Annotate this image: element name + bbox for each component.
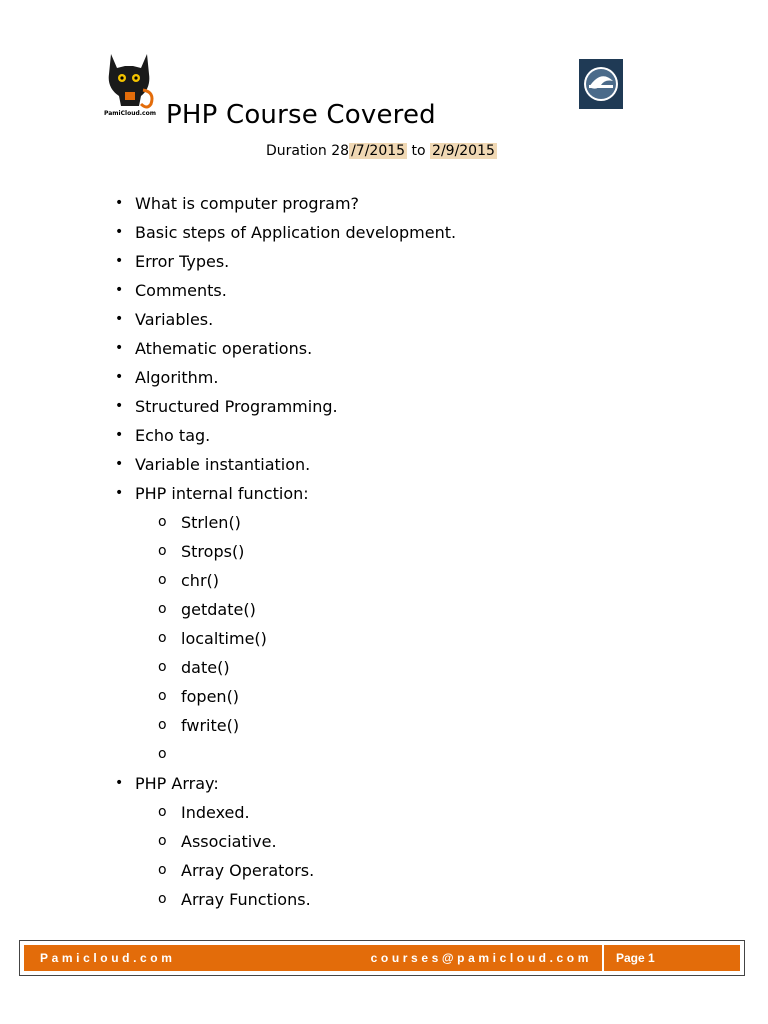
circle-bullet-icon: o	[158, 659, 167, 675]
circle-bullet-icon: o	[158, 543, 167, 559]
sub-list-item: o Array Operators.	[135, 856, 456, 885]
list-item: • Variables.	[113, 305, 456, 334]
footer-site-link[interactable]: Pamicloud.com	[40, 951, 176, 965]
duration-to: to	[407, 143, 431, 159]
circle-bullet-icon: o	[158, 804, 167, 820]
sub-list-item: o Associative.	[135, 827, 456, 856]
list-item: • Algorithm.	[113, 363, 456, 392]
bullet-icon: •	[115, 253, 124, 269]
page-title: PHP Course Covered	[166, 100, 436, 130]
footer-email-link[interactable]: courses@pamicloud.com	[352, 945, 604, 971]
sub-list-item: o Strlen()	[135, 508, 456, 537]
duration-label: Duration 28	[266, 143, 350, 159]
page-footer	[19, 940, 745, 976]
list-item: • Basic steps of Application development.	[113, 218, 456, 247]
bullet-icon: •	[115, 282, 124, 298]
circle-bullet-icon: o	[158, 891, 167, 907]
sub-list-item: o fwrite()	[135, 711, 456, 740]
list-item: • Structured Programming.	[113, 392, 456, 421]
internal-functions-list	[135, 508, 456, 769]
php-array-label: PHP Array:	[135, 774, 219, 793]
bullet-icon: •	[115, 369, 124, 385]
list-item	[113, 769, 456, 914]
circle-bullet-icon: o	[158, 688, 167, 704]
sub-list-item	[135, 740, 456, 769]
sub-list-item: o fopen()	[135, 682, 456, 711]
cat-logo-icon	[103, 48, 157, 110]
sub-list-item: o Array Functions.	[135, 885, 456, 914]
circle-bullet-icon: o	[158, 514, 167, 530]
list-item: • Echo tag.	[113, 421, 456, 450]
brand-icon	[579, 59, 623, 109]
bullet-icon: •	[115, 485, 124, 501]
bullet-icon: •	[115, 427, 124, 443]
duration-start: /7/2015	[351, 143, 406, 159]
sub-list-item: o Strops()	[135, 537, 456, 566]
bullet-icon: •	[115, 775, 124, 791]
bullet-icon: •	[115, 340, 124, 356]
internal-function-label: PHP internal function:	[135, 484, 309, 503]
topics-list	[113, 189, 456, 914]
bullet-icon: •	[115, 456, 124, 472]
sub-list-item: o chr()	[135, 566, 456, 595]
list-item: • Athematic operations.	[113, 334, 456, 363]
page-number: Page 1	[616, 951, 655, 965]
pamicloud-logo	[103, 48, 157, 122]
list-item	[113, 479, 456, 769]
list-item: • Variable instantiation.	[113, 450, 456, 479]
right-logo	[579, 59, 623, 109]
logo-text: PamiCloud.com	[104, 110, 156, 117]
list-item: • Comments.	[113, 276, 456, 305]
circle-bullet-icon: o	[158, 746, 167, 762]
sub-list-item: o getdate()	[135, 595, 456, 624]
list-item: • Error Types.	[113, 247, 456, 276]
footer-bar	[24, 945, 740, 971]
circle-bullet-icon: o	[158, 862, 167, 878]
list-item: • What is computer program?	[113, 189, 456, 218]
circle-bullet-icon: o	[158, 833, 167, 849]
bullet-icon: •	[115, 224, 124, 240]
bullet-icon: •	[115, 311, 124, 327]
circle-bullet-icon: o	[158, 572, 167, 588]
sub-list-item: o Indexed.	[135, 798, 456, 827]
course-duration	[266, 143, 497, 159]
sub-list-item: o date()	[135, 653, 456, 682]
php-array-list	[135, 798, 456, 914]
circle-bullet-icon: o	[158, 717, 167, 733]
bullet-icon: •	[115, 195, 124, 211]
circle-bullet-icon: o	[158, 630, 167, 646]
duration-end: 2/9/2015	[432, 143, 495, 159]
sub-list-item: o localtime()	[135, 624, 456, 653]
circle-bullet-icon: o	[158, 601, 167, 617]
bullet-icon: •	[115, 398, 124, 414]
